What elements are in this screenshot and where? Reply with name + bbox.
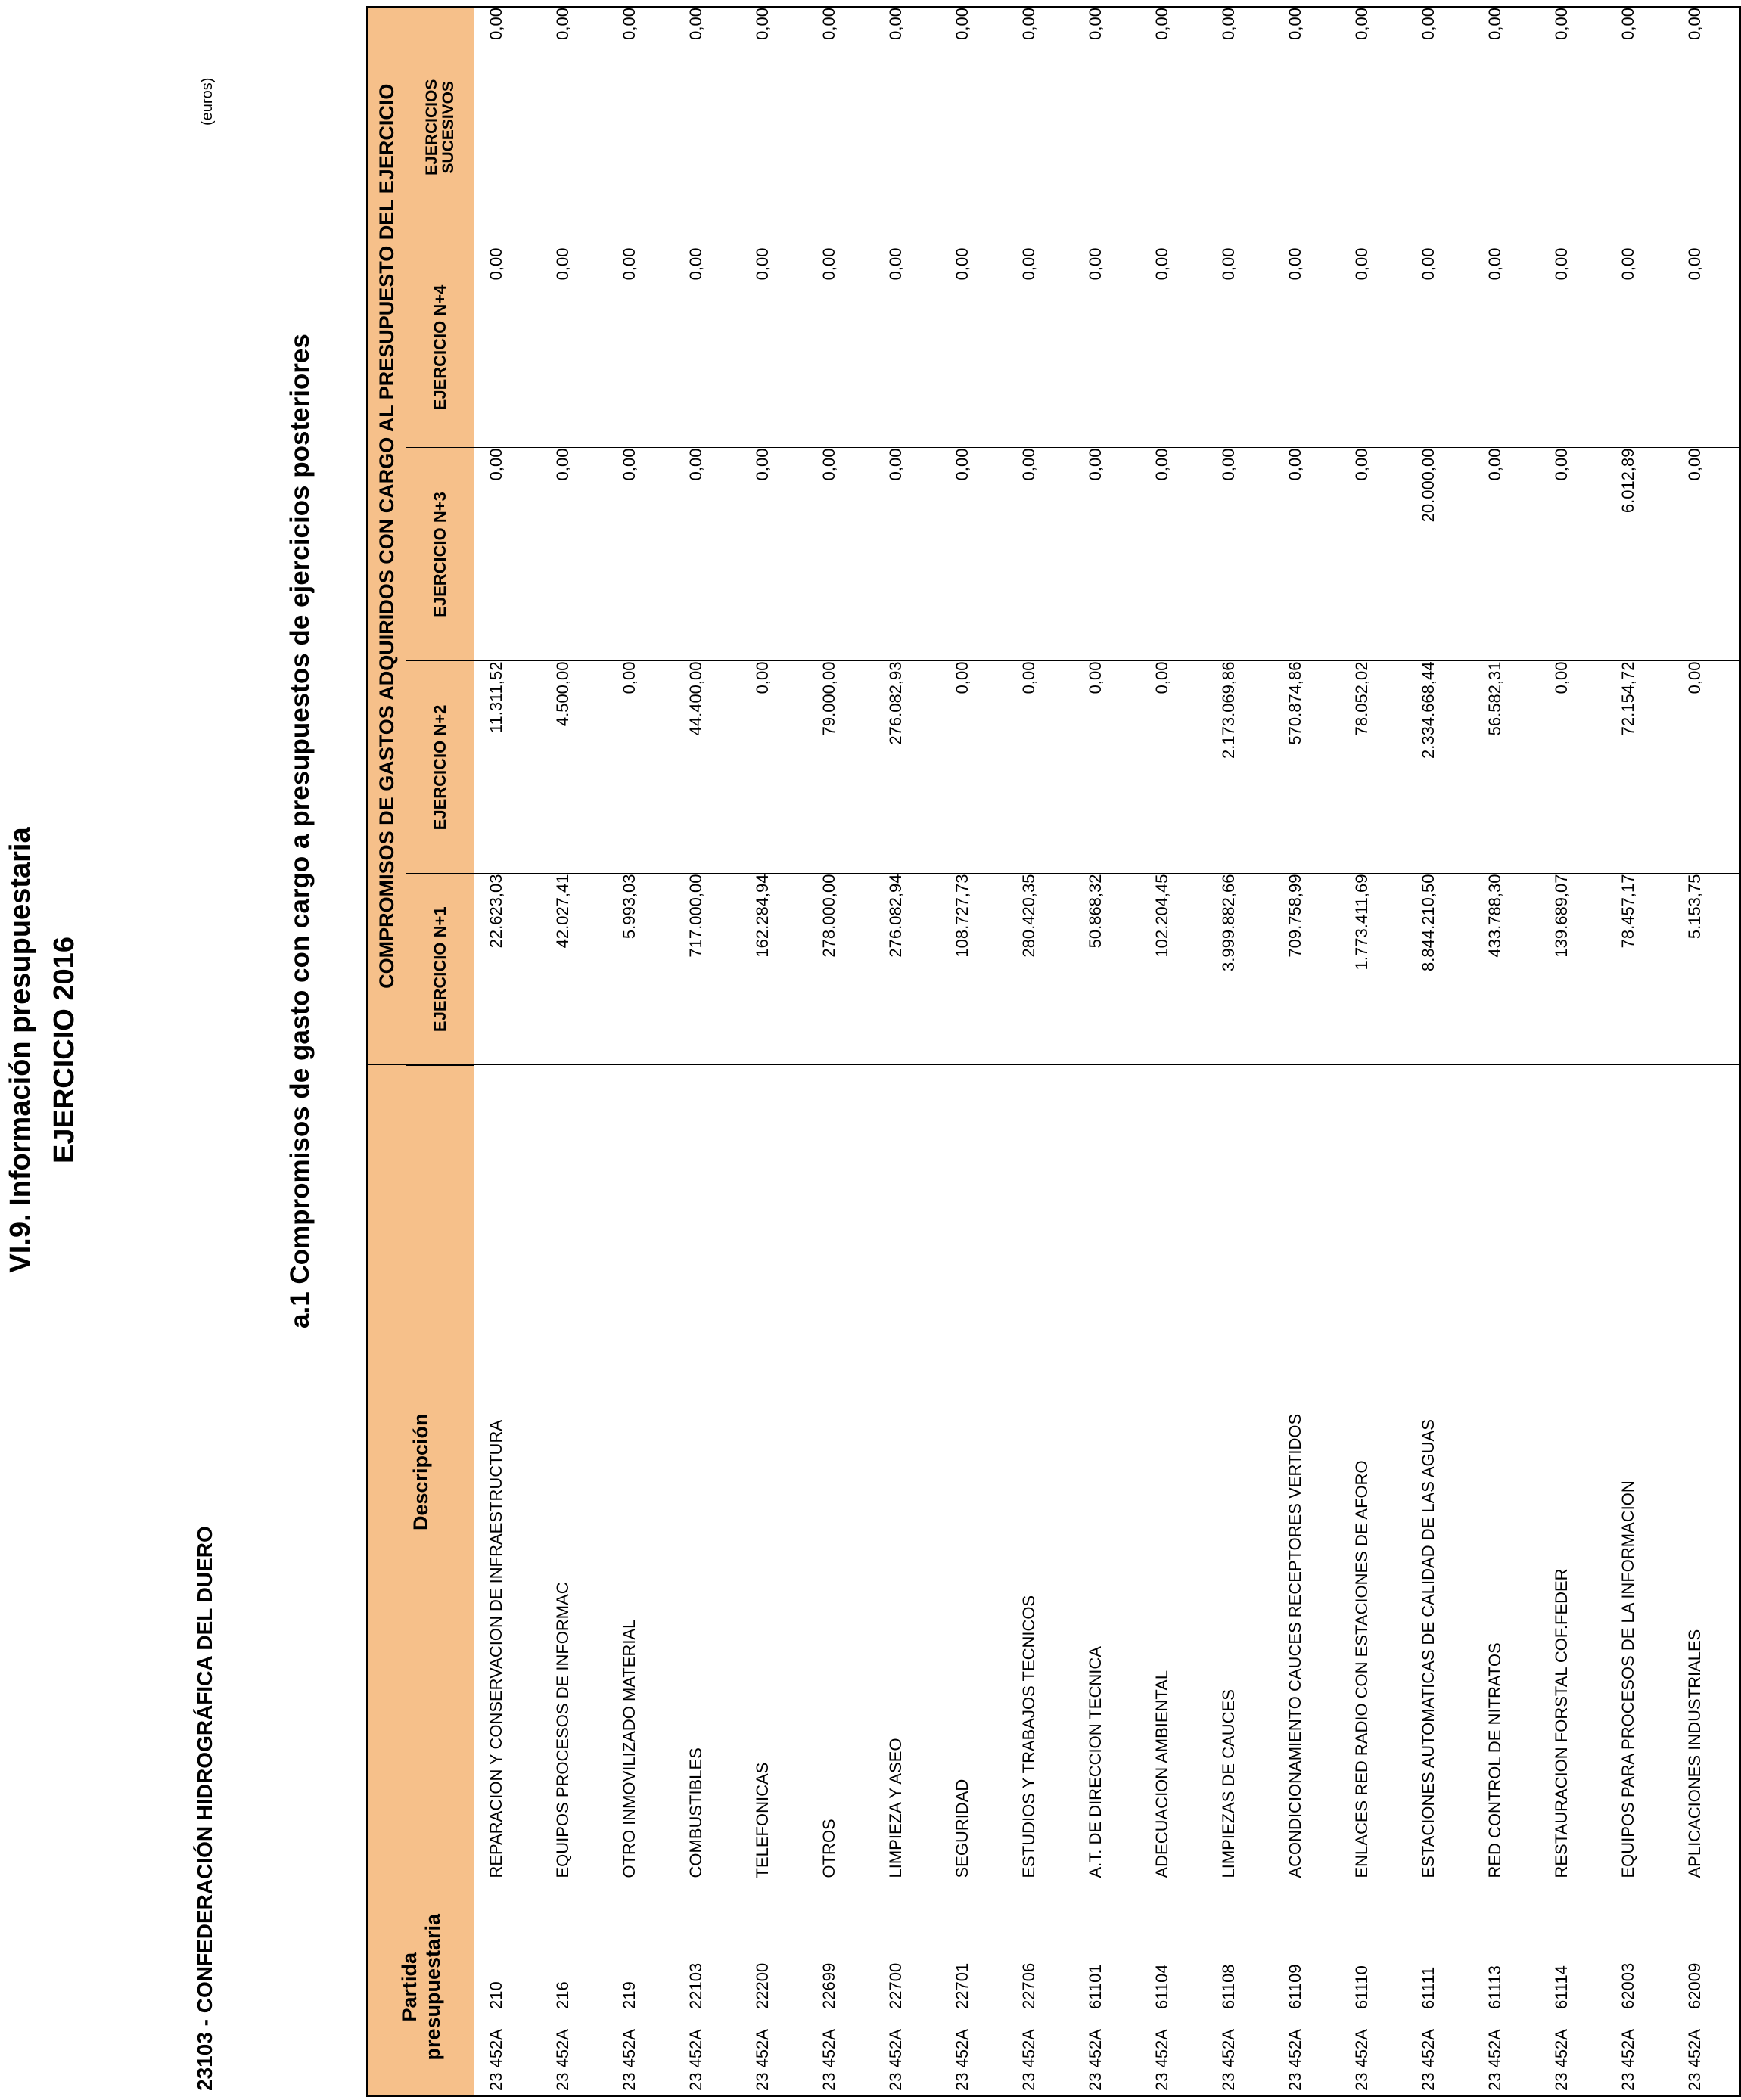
concepto-code: 61111 [1419,1966,1438,2009]
n4-cell: 0,00 [940,247,1007,448]
descripcion-cell: A.T. DE DIRECCION TECNICA [1074,1065,1140,1878]
table-row [674,7,741,2096]
concepto-code: 22701 [953,1962,972,2009]
n3-cell: 0,00 [1673,448,1740,661]
descripcion-cell: OTROS [807,1065,874,1878]
programa-code: 23 452A [686,2029,705,2091]
sucesivos-cell: 0,00 [1407,7,1473,247]
n1-cell: 280.420,35 [1007,874,1074,1065]
n2-cell: 79.000,00 [807,661,874,874]
partida-cell [1273,1878,1340,2096]
table-row [1673,7,1740,2096]
programa-code: 23 452A [1685,2029,1704,2091]
n2-cell: 78.052,02 [1340,661,1407,874]
n3-cell: 0,00 [807,448,874,661]
column-header-sucesivos [406,7,474,247]
column-header-sucesivos-line1: EJERCICIOS [423,79,440,176]
n2-cell: 0,00 [1673,661,1740,874]
n4-cell: 0,00 [1673,247,1740,448]
table-row [1007,7,1074,2096]
n3-cell: 0,00 [1007,448,1074,661]
table-row [1140,7,1207,2096]
n3-cell: 0,00 [1340,448,1407,661]
n2-cell: 4.500,00 [541,661,608,874]
n4-cell: 0,00 [1273,247,1340,448]
partida-cell [1340,1878,1407,2096]
concepto-code: 22103 [686,1962,705,2009]
n1-cell: 278.000,00 [807,874,874,1065]
n4-cell: 0,00 [1074,247,1140,448]
concepto-code: 61101 [1086,1964,1105,2009]
n3-cell: 0,00 [1473,448,1540,661]
concepto-code: 61114 [1552,1965,1571,2009]
sucesivos-cell: 0,00 [1074,7,1140,247]
partida-cell [1407,1878,1473,2096]
partida-cell [807,1878,874,2096]
n4-cell: 0,00 [741,247,807,448]
sucesivos-cell: 0,00 [1340,7,1407,247]
programa-code: 23 452A [953,2029,972,2091]
programa-code: 23 452A [886,2029,905,2091]
n4-cell: 0,00 [674,247,741,448]
commitments-table [366,6,1741,2097]
table-row [807,7,874,2096]
concepto-code: 61109 [1286,1964,1304,2009]
column-header-partida: Partida presupuestaria [367,1878,474,2096]
partida-cell [874,1878,940,2096]
n2-cell: 72.154,72 [1606,661,1673,874]
n2-cell: 2.173.069,86 [1207,661,1273,874]
concepto-code: 219 [620,1981,639,2009]
n1-cell: 1.773.411,69 [1340,874,1407,1065]
sucesivos-cell: 0,00 [1207,7,1273,247]
n4-cell: 0,00 [1140,247,1207,448]
n1-cell: 162.284,94 [741,874,807,1065]
table-row [1606,7,1673,2096]
table-row [940,7,1007,2096]
descripcion-cell: OTRO INMOVILIZADO MATERIAL [608,1065,674,1878]
sucesivos-cell: 0,00 [474,7,541,247]
n2-cell: 0,00 [1007,661,1074,874]
concepto-code: 216 [553,1981,572,2009]
n3-cell: 0,00 [741,448,807,661]
concepto-code: 62009 [1685,1962,1704,2009]
programa-code: 23 452A [1552,2029,1571,2091]
concepto-code: 62003 [1618,1962,1637,2009]
sucesivos-cell: 0,00 [940,7,1007,247]
n1-cell: 102.204,45 [1140,874,1207,1065]
sucesivos-cell: 0,00 [1540,7,1606,247]
table-row [1407,7,1473,2096]
concepto-code: 22706 [1019,1962,1038,2009]
sucesivos-cell: 0,00 [1673,7,1740,247]
partida-cell [608,1878,674,2096]
n1-cell: 5.153,75 [1673,874,1740,1065]
n4-cell: 0,00 [1473,247,1540,448]
n4-cell: 0,00 [1540,247,1606,448]
n1-cell: 3.999.882,66 [1207,874,1273,1065]
descripcion-cell: ESTUDIOS Y TRABAJOS TECNICOS [1007,1065,1074,1878]
descripcion-cell: REPARACION Y CONSERVACION DE INFRAESTRUCTURA [474,1065,541,1878]
sucesivos-cell: 0,00 [1007,7,1074,247]
n3-cell: 20.000,00 [1407,448,1473,661]
descripcion-cell: ESTACIONES AUTOMATICAS DE CALIDAD DE LAS AGUAS [1407,1065,1473,1878]
n1-cell: 717.000,00 [674,874,741,1065]
programa-code: 23 452A [1618,2029,1637,2091]
column-header-n1: EJERCICIO N+1 [406,874,474,1065]
partida-cell [1140,1878,1207,2096]
n3-cell: 0,00 [608,448,674,661]
document-subtitle: EJERCICIO 2016 [48,937,80,1163]
programa-code: 23 452A [753,2029,772,2091]
partida-cell [674,1878,741,2096]
sucesivos-cell: 0,00 [674,7,741,247]
n4-cell: 0,00 [474,247,541,448]
table-row [541,7,608,2096]
column-header-sucesivos-line2: SUCESIVOS [440,80,457,174]
partida-cell [1473,1878,1540,2096]
concepto-code: 22700 [886,1962,905,2009]
n1-cell: 22.623,03 [474,874,541,1065]
sucesivos-cell: 0,00 [1273,7,1340,247]
table-row [741,7,807,2096]
n4-cell: 0,00 [874,247,940,448]
n2-cell: 0,00 [608,661,674,874]
organism-heading: 23103 - CONFEDERACIÓN HIDROGRÁFICA DEL DUERO [193,1526,216,2091]
programa-code: 23 452A [620,2029,639,2091]
descripcion-cell: EQUIPOS PARA PROCESOS DE LA INFORMACION [1606,1065,1673,1878]
currency-unit: (euros) [199,77,216,126]
n3-cell: 0,00 [1207,448,1273,661]
table-row [474,7,541,2096]
programa-code: 23 452A [1019,2029,1038,2091]
partida-cell [1673,1878,1740,2096]
partida-cell [741,1878,807,2096]
table-row [1340,7,1407,2096]
n2-cell: 276.082,93 [874,661,940,874]
table-row [1473,7,1540,2096]
descripcion-cell: ADECUACION AMBIENTAL [1140,1065,1207,1878]
n2-cell: 0,00 [940,661,1007,874]
programa-code: 23 452A [487,2029,505,2091]
n4-cell: 0,00 [1007,247,1074,448]
descripcion-cell: SEGURIDAD [940,1065,1007,1878]
partida-cell [940,1878,1007,2096]
programa-code: 23 452A [819,2029,838,2091]
table-row [1273,7,1340,2096]
n1-cell: 8.844.210,50 [1407,874,1473,1065]
descripcion-cell: RESTAURACION FORSTAL COF.FEDER [1540,1065,1606,1878]
descripcion-cell: RED CONTROL DE NITRATOS [1473,1065,1540,1878]
n1-cell: 108.727,73 [940,874,1007,1065]
sucesivos-cell: 0,00 [541,7,608,247]
concepto-code: 61108 [1219,1964,1238,2009]
n2-cell: 0,00 [1140,661,1207,874]
table-row [1074,7,1140,2096]
sucesivos-cell: 0,00 [1140,7,1207,247]
descripcion-cell: LIMPIEZA Y ASEO [874,1065,940,1878]
n4-cell: 0,00 [608,247,674,448]
n3-cell: 0,00 [874,448,940,661]
partida-cell [1540,1878,1606,2096]
programa-code: 23 452A [1086,2029,1105,2091]
descripcion-cell: COMBUSTIBLES [674,1065,741,1878]
partida-cell [1207,1878,1273,2096]
n2-cell: 2.334.668,44 [1407,661,1473,874]
sucesivos-cell: 0,00 [807,7,874,247]
sucesivos-cell: 0,00 [1473,7,1540,247]
partida-cell [541,1878,608,2096]
n3-cell: 0,00 [1140,448,1207,661]
sucesivos-cell: 0,00 [608,7,674,247]
concepto-code: 210 [487,1981,505,2009]
concepto-code: 22699 [819,1962,838,2009]
section-heading: a.1 Compromisos de gasto con cargo a presupuestos de ejercicios posteriores [285,334,315,1328]
n3-cell: 0,00 [474,448,541,661]
n2-cell: 0,00 [1540,661,1606,874]
n1-cell: 42.027,41 [541,874,608,1065]
n3-cell: 0,00 [1540,448,1606,661]
programa-code: 23 452A [1219,2029,1238,2091]
programa-code: 23 452A [1152,2029,1171,2091]
column-header-n2: EJERCICIO N+2 [406,661,474,874]
n2-cell: 570.874,86 [1273,661,1340,874]
n1-cell: 78.457,17 [1606,874,1673,1065]
sucesivos-cell: 0,00 [1606,7,1673,247]
programa-code: 23 452A [553,2029,572,2091]
n3-cell: 0,00 [940,448,1007,661]
table-row [608,7,674,2096]
n4-cell: 0,00 [1407,247,1473,448]
programa-code: 23 452A [1485,2029,1504,2091]
descripcion-cell: TELEFONICAS [741,1065,807,1878]
table-row [874,7,940,2096]
n3-cell: 0,00 [541,448,608,661]
n4-cell: 0,00 [1340,247,1407,448]
table-row [1540,7,1606,2096]
programa-code: 23 452A [1419,2029,1438,2091]
n3-cell: 0,00 [1273,448,1340,661]
document-title: VI.9. Información presupuestaria [5,827,36,1273]
partida-cell [1606,1878,1673,2096]
descripcion-cell: ACONDICIONAMIENTO CAUCES RECEPTORES VERTIDOS [1273,1065,1340,1878]
sucesivos-cell: 0,00 [741,7,807,247]
n1-cell: 139.689,07 [1540,874,1606,1065]
partida-cell [1007,1878,1074,2096]
concepto-code: 61113 [1485,1965,1504,2009]
descripcion-cell: APLICACIONES INDUSTRIALES [1673,1065,1740,1878]
n4-cell: 0,00 [1207,247,1273,448]
concepto-code: 61110 [1352,1965,1371,2009]
column-header-n4: EJERCICIO N+4 [406,247,474,448]
concepto-code: 61104 [1152,1964,1171,2009]
partida-cell [1074,1878,1140,2096]
n1-cell: 5.993,03 [608,874,674,1065]
concepto-code: 22200 [753,1962,772,2009]
n3-cell: 0,00 [1074,448,1140,661]
n1-cell: 276.082,94 [874,874,940,1065]
n1-cell: 709.758,99 [1273,874,1340,1065]
n3-cell: 6.012,89 [1606,448,1673,661]
descripcion-cell: EQUIPOS PROCESOS DE INFORMAC [541,1065,608,1878]
n1-cell: 433.788,30 [1473,874,1540,1065]
n2-cell: 0,00 [741,661,807,874]
n4-cell: 0,00 [541,247,608,448]
n4-cell: 0,00 [807,247,874,448]
n3-cell: 0,00 [674,448,741,661]
group-header: COMPROMISOS DE GASTOS ADQUIRIDOS CON CARGO AL PRESUPUESTO DEL EJERCICIO [367,7,406,1065]
n2-cell: 56.582,31 [1473,661,1540,874]
n4-cell: 0,00 [1606,247,1673,448]
column-header-n3: EJERCICIO N+3 [406,448,474,661]
n2-cell: 11.311,52 [474,661,541,874]
descripcion-cell: ENLACES RED RADIO CON ESTACIONES DE AFORO [1340,1065,1407,1878]
programa-code: 23 452A [1352,2029,1371,2091]
partida-cell [474,1878,541,2096]
column-header-descripcion: Descripción [367,1065,474,1878]
table-row [1207,7,1273,2096]
sucesivos-cell: 0,00 [874,7,940,247]
descripcion-cell: LIMPIEZAS DE CAUCES [1207,1065,1273,1878]
n2-cell: 44.400,00 [674,661,741,874]
n2-cell: 0,00 [1074,661,1140,874]
n1-cell: 50.868,32 [1074,874,1140,1065]
programa-code: 23 452A [1286,2029,1304,2091]
